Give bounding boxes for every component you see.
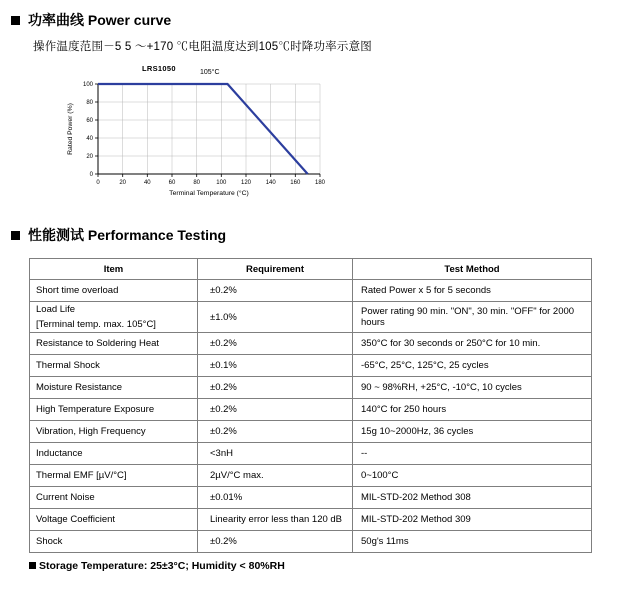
cell-item: High Temperature Exposure xyxy=(30,399,198,421)
cell-requirement: ±0.01% xyxy=(198,487,353,509)
cell-requirement: ±0.2% xyxy=(198,280,353,302)
svg-text:0: 0 xyxy=(96,180,100,186)
table-row xyxy=(30,531,592,553)
cell-method: 350°C for 30 seconds or 250°C for 10 min. xyxy=(353,333,592,355)
cell-method: MIL-STD-202 Method 308 xyxy=(353,487,592,509)
svg-text:100: 100 xyxy=(216,180,227,186)
table-row xyxy=(30,465,592,487)
svg-text:100: 100 xyxy=(82,82,93,88)
cell-requirement: Linearity error less than 120 dB xyxy=(198,509,353,531)
cell-method: 90 ~ 98%RH, +25°C, -10°C, 10 cycles xyxy=(353,377,592,399)
storage-note-text: Storage Temperature: 25±3°C; Humidity < 80%RH xyxy=(39,560,285,572)
cell-method: 0~100°C xyxy=(353,465,592,487)
cell-item: Thermal EMF [µV/°C] xyxy=(30,465,198,487)
cell-requirement: ±0.2% xyxy=(198,531,353,553)
svg-text:140: 140 xyxy=(265,180,276,186)
cell-method: Rated Power x 5 for 5 seconds xyxy=(353,280,592,302)
performance-table-wrap xyxy=(29,258,591,553)
column-header-test-method: Test Method xyxy=(353,259,592,280)
svg-text:0: 0 xyxy=(89,172,93,178)
svg-text:40: 40 xyxy=(143,180,151,186)
bullet-square-icon xyxy=(11,16,20,25)
table-row xyxy=(30,280,592,302)
cell-item: Resistance to Soldering Heat xyxy=(30,333,198,355)
cell-method: MIL-STD-202 Method 309 xyxy=(353,509,592,531)
cell-method: 15g 10~2000Hz, 36 cycles xyxy=(353,421,592,443)
table-row xyxy=(30,399,592,421)
svg-text:80: 80 xyxy=(86,100,93,106)
cell-method: -65°C, 25°C, 125°C, 25 cycles xyxy=(353,355,592,377)
svg-text:180: 180 xyxy=(314,180,326,186)
table-row xyxy=(30,509,592,531)
svg-text:60: 60 xyxy=(86,118,93,124)
table-row xyxy=(30,333,592,355)
cell-method: 50g's 11ms xyxy=(353,531,592,553)
table-row xyxy=(30,377,592,399)
svg-text:160: 160 xyxy=(290,180,301,186)
column-header-item: Item xyxy=(30,259,198,280)
chart-temp-label: 105°C xyxy=(200,69,220,76)
cell-method: -- xyxy=(353,443,592,465)
section-heading-power-curve xyxy=(11,10,171,30)
cell-item: Moisture Resistance xyxy=(30,377,198,399)
cell-item xyxy=(30,302,198,333)
cell-requirement: ±0.2% xyxy=(198,333,353,355)
bullet-square-icon xyxy=(11,231,20,240)
table-header-row xyxy=(30,259,592,280)
svg-text:40: 40 xyxy=(86,136,93,142)
cell-requirement: ±0.2% xyxy=(198,421,353,443)
cell-requirement: ±1.0% xyxy=(198,302,353,333)
chart-part-label: LRS1050 xyxy=(142,64,176,73)
bullet-square-icon xyxy=(29,562,36,569)
cell-method: 140°C for 250 hours xyxy=(353,399,592,421)
cell-item-line2: [Terminal temp. max. 105°C] xyxy=(36,319,156,330)
power-curve-chart xyxy=(60,62,380,202)
section-title: 功率曲线 Power curve xyxy=(28,12,172,28)
table-row xyxy=(30,443,592,465)
table-row xyxy=(30,355,592,377)
table-row xyxy=(30,421,592,443)
cell-requirement: ±0.1% xyxy=(198,355,353,377)
svg-text:20: 20 xyxy=(86,154,93,160)
cell-requirement: ±0.2% xyxy=(198,377,353,399)
cell-item: Current Noise xyxy=(30,487,198,509)
cell-item: Inductance xyxy=(30,443,198,465)
storage-temperature-note xyxy=(29,560,285,572)
table-row xyxy=(30,487,592,509)
cell-item: Shock xyxy=(30,531,198,553)
svg-text:Terminal Temperature (°C): Terminal Temperature (°C) xyxy=(169,190,249,197)
svg-text:60: 60 xyxy=(168,180,176,186)
section-heading-performance-testing xyxy=(11,225,226,245)
cell-item: Short time overload xyxy=(30,280,198,302)
column-header-requirement: Requirement xyxy=(198,259,353,280)
cell-item: Thermal Shock xyxy=(30,355,198,377)
cell-item: Vibration, High Frequency xyxy=(30,421,198,443)
cell-method: Power rating 90 min. "ON", 30 min. "OFF" for 2000 hours xyxy=(353,302,592,333)
power-curve-subtitle: 操作温度范围－5 5 ～+170 ℃电阻温度达到105℃时降功率示意图 xyxy=(33,41,372,53)
performance-table xyxy=(29,258,592,553)
svg-text:80: 80 xyxy=(193,180,201,186)
cell-item-line1: Load Life xyxy=(36,304,76,315)
cell-requirement: 2µV/°C max. xyxy=(198,465,353,487)
table-row xyxy=(30,302,592,333)
cell-requirement: ±0.2% xyxy=(198,399,353,421)
power-curve-svg xyxy=(60,62,380,202)
cell-item: Voltage Coefficient xyxy=(30,509,198,531)
svg-text:120: 120 xyxy=(240,180,252,186)
section-title: 性能测试 Performance Testing xyxy=(28,227,227,243)
svg-text:Rated Power (%): Rated Power (%) xyxy=(67,103,74,155)
cell-requirement: <3nH xyxy=(198,443,353,465)
svg-text:20: 20 xyxy=(119,180,127,186)
